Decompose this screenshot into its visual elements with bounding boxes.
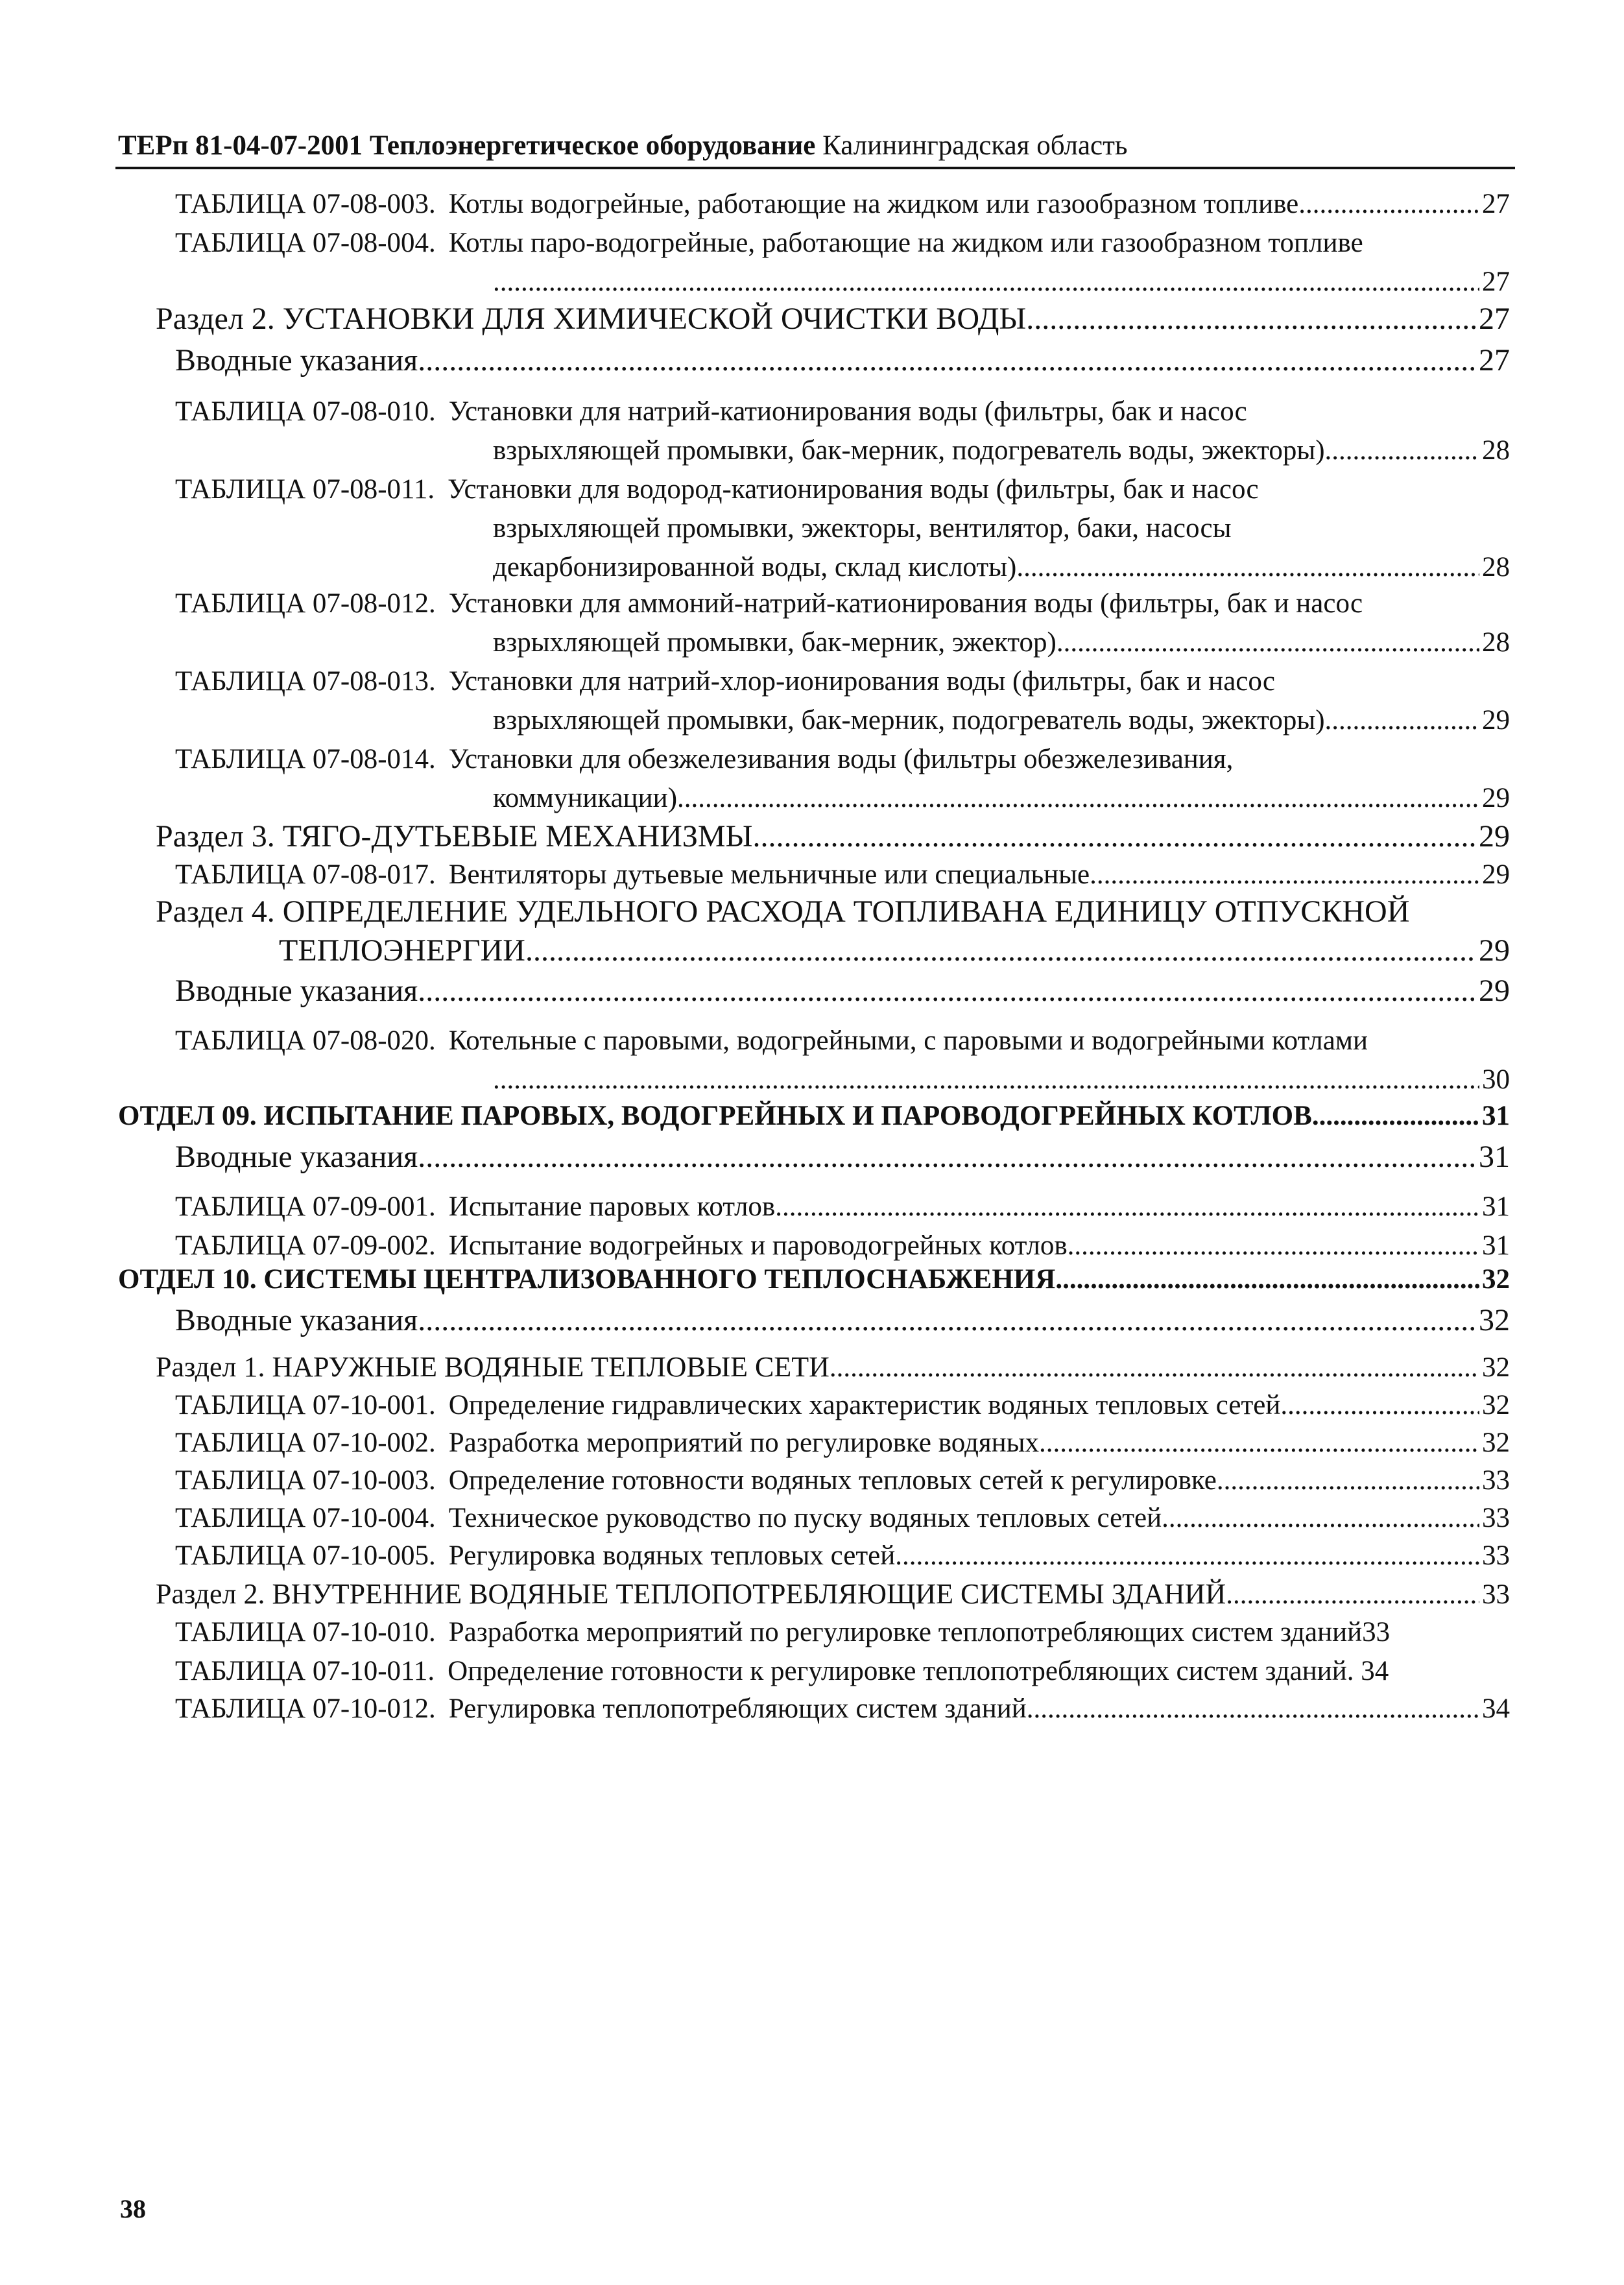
toc-page: 29 (1482, 859, 1510, 890)
toc-title-continuation: ТЕПЛОЭНЕРГИИ (279, 933, 525, 968)
toc-entry[interactable] (156, 1350, 1510, 1383)
leader-dots (1016, 551, 1479, 583)
leader-dots (1090, 859, 1479, 891)
toc-entry[interactable] (175, 665, 1510, 697)
toc-title: Регулировка водяных тепловых сетей (448, 1540, 896, 1571)
leader-dots (1068, 1230, 1479, 1262)
toc-page: 32 (1482, 1428, 1510, 1458)
toc-entry[interactable] (175, 1191, 1510, 1223)
toc-title: Разработка мероприятий по регулировке водяных (448, 1428, 1040, 1458)
leader-dots (1325, 435, 1479, 466)
toc-entry-continuation[interactable] (493, 551, 1510, 583)
header-region: Калининградская область (822, 130, 1128, 161)
leader-dots (418, 973, 1476, 1009)
toc-title: Регулировка теплопотребляющих систем зданий (448, 1693, 1027, 1724)
toc-entry[interactable] (175, 1302, 1510, 1338)
leader-dots (493, 266, 1479, 298)
toc-page: 34 (1482, 1693, 1510, 1724)
toc-title: Техническое руководство по пуску водяных тепловых сетей (448, 1503, 1162, 1533)
toc-entry[interactable] (175, 1230, 1510, 1262)
toc-label: ТАБЛИЦА 07-08-020. (175, 1025, 436, 1056)
toc-page: 32 (1482, 1352, 1510, 1383)
toc-page: 28 (1482, 627, 1510, 658)
leader-dots (418, 1302, 1476, 1338)
toc-page: 33 (1482, 1579, 1510, 1610)
leader-dots (1280, 1389, 1479, 1421)
toc-entry-continuation[interactable] (493, 435, 1510, 466)
toc-title: ОТДЕЛ 09. ИСПЫТАНИЕ ПАРОВЫХ, ВОДОГРЕЙНЫХ И ПАРОВОДОГРЕЙНЫХ КОТЛОВ (118, 1101, 1312, 1131)
toc-label: ТАБЛИЦА 07-08-012. (175, 588, 436, 619)
toc-title-continuation: взрыхляющей промывки, эжекторы, вентилятор, баки, насосы (493, 513, 1232, 544)
toc-title: Определение гидравлических характеристик водяных тепловых сетей (448, 1390, 1281, 1420)
header-document-code: ТЕРп 81-04-07-2001 Теплоэнергетическое оборудование (118, 130, 816, 161)
leader-dots (1026, 301, 1476, 337)
leader-dots (752, 819, 1476, 854)
toc-entry[interactable] (175, 973, 1510, 1009)
leader-dots (1217, 1465, 1479, 1496)
leader-dots (418, 1139, 1476, 1175)
toc-title: Установки для водород-катионирования воды (фильтры, бак и насос (448, 474, 1259, 505)
toc-page: 29 (1479, 974, 1510, 1008)
toc-page: 29 (1479, 819, 1510, 854)
toc-entry-continuation[interactable] (493, 1064, 1510, 1095)
toc-title: Раздел 3. ТЯГО-ДУТЬЕВЫЕ МЕХАНИЗМЫ (156, 819, 753, 854)
toc-title: Котлы водогрейные, работающие на жидком или газообразном топливе (448, 189, 1299, 219)
toc-entry[interactable] (156, 819, 1510, 854)
toc-entry-continuation[interactable] (493, 782, 1510, 814)
toc-title: Установки для натрий-катионирования воды (фильтры, бак и насос (448, 396, 1247, 427)
toc-page: 29 (1479, 933, 1510, 968)
toc-title-continuation: декарбонизированной воды, склад кислоты) (493, 552, 1017, 582)
toc-label: ТАБЛИЦА 07-10-002. (175, 1428, 436, 1458)
toc-title-continuation: коммуникации) (493, 783, 678, 813)
toc-title: Вводные указания (175, 1140, 418, 1174)
toc-page: 28 (1482, 435, 1510, 466)
leader-dots (1325, 704, 1479, 736)
toc-page: 27 (1482, 267, 1510, 297)
toc-page: 33 (1482, 1540, 1510, 1571)
toc-title: Испытание паровых котлов (448, 1191, 776, 1222)
toc-title: Установки для аммоний-натрий-катионирования воды (фильтры, бак и насос (448, 588, 1363, 619)
toc-label: ТАБЛИЦА 07-08-010. (175, 396, 436, 427)
toc-page: 30 (1482, 1064, 1510, 1095)
toc-entry[interactable] (175, 743, 1510, 775)
toc-title[interactable]: Раздел 4. ОПРЕДЕЛЕНИЕ УДЕЛЬНОГО РАСХОДА ТОПЛИВАНА ЕДИНИЦУ ОТПУСКНОЙ (156, 894, 1410, 929)
leader-dots (525, 933, 1476, 968)
leader-dots (1312, 1100, 1479, 1132)
toc-title: Установки для обезжелезивания воды (фильтры обезжелезивания, (448, 744, 1234, 774)
leader-dots (830, 1352, 1479, 1383)
toc-title-continuation: взрыхляющей промывки, бак-мерник, подогреватель воды, эжекторы) (493, 435, 1325, 466)
toc-page: 31 (1482, 1191, 1510, 1222)
toc-entry[interactable] (175, 227, 1510, 259)
toc-page: 28 (1482, 552, 1510, 582)
toc-label: ТАБЛИЦА 07-10-001. (175, 1390, 436, 1420)
toc-title: Установки для натрий-хлор-ионирования воды (фильтры, бак и насос (448, 666, 1276, 697)
toc-page: 32 (1482, 1264, 1510, 1295)
toc-entry-continuation[interactable] (279, 933, 1510, 968)
leader-dots (775, 1191, 1479, 1223)
toc-entry-continuation[interactable] (493, 704, 1510, 736)
leader-dots (1057, 627, 1479, 658)
toc-entry[interactable] (175, 1465, 1510, 1496)
toc-entry[interactable] (175, 1139, 1510, 1175)
toc-label: ТАБЛИЦА 07-08-014. (175, 744, 436, 774)
leader-dots (895, 1540, 1479, 1572)
toc-page: 31 (1482, 1230, 1510, 1261)
toc-title: Определение готовности водяных тепловых сетей к регулировке (448, 1465, 1217, 1496)
toc-entry[interactable] (175, 859, 1510, 891)
toc-page: 31 (1482, 1101, 1510, 1131)
toc-label: ТАБЛИЦА 07-10-012. (175, 1693, 436, 1724)
toc-title-continuation: взрыхляющей промывки, бак-мерник, эжектор) (493, 627, 1057, 658)
toc-title: Вводные указания (175, 974, 418, 1008)
toc-page: 32 (1482, 1390, 1510, 1420)
leader-dots (1055, 1263, 1479, 1295)
toc-entry[interactable] (118, 1100, 1510, 1132)
page-number: 38 (120, 2194, 146, 2223)
toc-label: ТАБЛИЦА 07-10-003. (175, 1465, 436, 1496)
toc-entry[interactable] (175, 1693, 1510, 1725)
leader-dots (677, 782, 1479, 814)
toc-title: Котельные с паровыми, водогрейными, с паровыми и водогрейными котлами (448, 1025, 1368, 1056)
toc-title: ОТДЕЛ 10. СИСТЕМЫ ЦЕНТРАЛИЗОВАННОГО ТЕПЛОСНАБЖЕНИЯ (118, 1264, 1056, 1295)
toc-label: ТАБЛИЦА 07-08-011. (175, 474, 435, 505)
toc-entry[interactable] (175, 1540, 1510, 1572)
toc-title: Определение готовности к регулировке теплопотребляющих систем зданий. 34 (448, 1656, 1389, 1686)
toc-title: Раздел 1. НАРУЖНЫЕ ВОДЯНЫЕ ТЕПЛОВЫЕ СЕТИ (156, 1351, 830, 1383)
toc-label: ТАБЛИЦА 07-08-013. (175, 666, 436, 697)
toc-label: ТАБЛИЦА 07-08-004. (175, 228, 436, 258)
toc-entry[interactable] (156, 1577, 1510, 1610)
toc-page: 29 (1482, 783, 1510, 813)
toc-entry-continuation[interactable] (493, 266, 1510, 298)
toc-title-continuation: взрыхляющей промывки, бак-мерник, подогреватель воды, эжекторы) (493, 705, 1325, 736)
toc-label: ТАБЛИЦА 07-10-005. (175, 1540, 436, 1571)
leader-dots (1298, 188, 1479, 220)
toc-entry[interactable] (175, 396, 1510, 427)
toc-entry[interactable] (118, 1263, 1510, 1295)
toc-title: Вентиляторы дутьевые мельничные или специальные (448, 859, 1090, 890)
toc-entry[interactable] (175, 473, 1510, 505)
toc-title: Разработка мероприятий по регулировке теплопотребляющих систем зданий33 (448, 1617, 1391, 1647)
toc-title: Котлы паро-водогрейные, работающие на жидком или газообразном топливе (448, 228, 1363, 258)
leader-dots (1027, 1693, 1479, 1725)
toc-title: Раздел 2. УСТАНОВКИ ДЛЯ ХИМИЧЕСКОЙ ОЧИСТКИ ВОДЫ (156, 302, 1027, 336)
toc-title: Раздел 2. ВНУТРЕННИЕ ВОДЯНЫЕ ТЕПЛОПОТРЕБЛЯЮЩИЕ СИСТЕМЫ ЗДАНИЙ (156, 1578, 1226, 1610)
toc-entry[interactable] (175, 1616, 1510, 1648)
toc-entry[interactable] (175, 188, 1510, 220)
leader-dots (493, 1064, 1479, 1095)
toc-label: ТАБЛИЦА 07-09-002. (175, 1230, 436, 1261)
leader-dots (418, 342, 1476, 378)
toc-entry[interactable] (175, 1427, 1510, 1459)
toc-title: Вводные указания (175, 1303, 418, 1337)
toc-label: ТАБЛИЦА 07-10-011. (175, 1656, 435, 1686)
toc-page: 32 (1479, 1303, 1510, 1337)
leader-dots (1039, 1427, 1479, 1459)
leader-dots (1226, 1579, 1479, 1610)
toc-entry[interactable] (175, 1502, 1510, 1534)
toc-label: ТАБЛИЦА 07-10-010. (175, 1617, 436, 1647)
toc-label: ТАБЛИЦА 07-08-017. (175, 859, 436, 890)
toc-entry[interactable] (175, 1655, 1510, 1687)
toc-page: 33 (1482, 1465, 1510, 1496)
toc-label: ТАБЛИЦА 07-10-004. (175, 1503, 436, 1533)
toc-entry[interactable] (156, 301, 1510, 337)
toc-entry[interactable] (175, 588, 1510, 619)
toc-entry[interactable] (175, 1389, 1510, 1421)
toc-entry[interactable] (175, 1025, 1510, 1057)
toc-label: ТАБЛИЦА 07-08-003. (175, 189, 436, 219)
toc-entry-continuation[interactable] (493, 627, 1510, 658)
toc-title: Вводные указания (175, 343, 418, 377)
toc-page: 33 (1482, 1503, 1510, 1533)
toc-page: 29 (1482, 705, 1510, 736)
toc-page: 27 (1482, 189, 1510, 219)
leader-dots (1162, 1502, 1479, 1534)
toc-label: ТАБЛИЦА 07-09-001. (175, 1191, 436, 1222)
toc-page: 27 (1479, 343, 1510, 377)
toc-page: 27 (1479, 302, 1510, 336)
toc-entry[interactable] (175, 342, 1510, 378)
toc-title: Испытание водогрейных и пароводогрейных котлов (448, 1230, 1068, 1261)
toc-page: 31 (1479, 1140, 1510, 1174)
